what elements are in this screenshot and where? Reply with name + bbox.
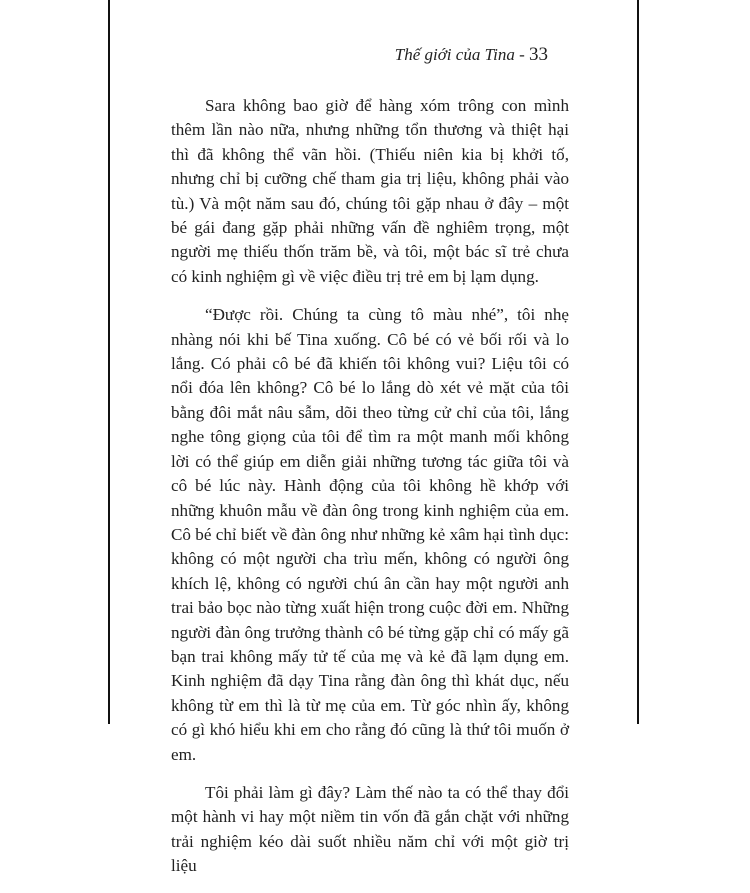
book-title: Thế giới của Tina <box>394 45 515 64</box>
paragraph-3: Tôi phải làm gì đây? Làm thế nào ta có thể thay đổi một hành vi hay một niềm tin vốn đã gắn chặt với những trải nghiệm kéo dài suốt nhiều năm chỉ với một giờ trị liệu <box>171 782 569 876</box>
page-number: 33 <box>529 44 548 65</box>
header-separator: - <box>514 45 529 64</box>
paragraph-2: “Được rồi. Chúng ta cùng tô màu nhé”, tôi nhẹ nhàng nói khi bế Tina xuống. Cô bé có vẻ bối rối và lo lắng. Có phải cô bé đã khiến tôi không vui? Liệu tôi có nổi đóa lên không? Cô bé lo lắng dò xét vẻ mặt của tôi bằng đôi mắt nâu sẫm, dõi theo từng cử chỉ của tôi, lắng nghe tông giọng của tôi để tìm ra một manh mối không lời có thể giúp em diễn giải những tương tác giữa tôi và cô bé lúc này. Hành động của tôi không hề khớp với những khuôn mẫu về đàn ông trong kinh nghiệm của em. Cô bé chỉ biết về đàn ông như những kẻ xâm hại tình dục: không có một người cha trìu mến, không có người ông khích lệ, không có người chú ân cần hay một người anh trai bảo bọc nào từng xuất hiện trong cuộc đời em. Những người đàn ông trưởng thành cô bé từng gặp chỉ có mấy gã bạn trai không mấy tử tế của mẹ và kẻ đã lạm dụng em. Kinh nghiệm đã dạy Tina rằng đàn ông thì khát dục, nếu không từ em thì là từ mẹ của em. Từ góc nhìn ấy, không có gì khó hiểu khi em cho rằng đó cũng là thứ tôi muốn ở em. <box>171 305 569 764</box>
body-text <box>171 94 569 893</box>
paragraph-1: Sara không bao giờ để hàng xóm trông con mình thêm lần nào nữa, nhưng những tổn thương và thiệt hại thì đã không thể vãn hồi. (Thiếu niên kia bị khởi tố, nhưng chỉ bị cưỡng chế tham gia trị liệu, không phải vào tù.) Và một năm sau đó, chúng tôi gặp nhau ở đây – một bé gái đang gặp phải những vấn đề nghiêm trọng, một người mẹ thiếu thốn trăm bề, và tôi, một bác sĩ trẻ chưa có kinh nghiệm gì về việc điều trị trẻ em bị lạm dụng. <box>171 96 569 286</box>
page-right-edge <box>637 0 639 724</box>
page-left-edge <box>108 0 110 724</box>
running-header <box>300 44 548 66</box>
